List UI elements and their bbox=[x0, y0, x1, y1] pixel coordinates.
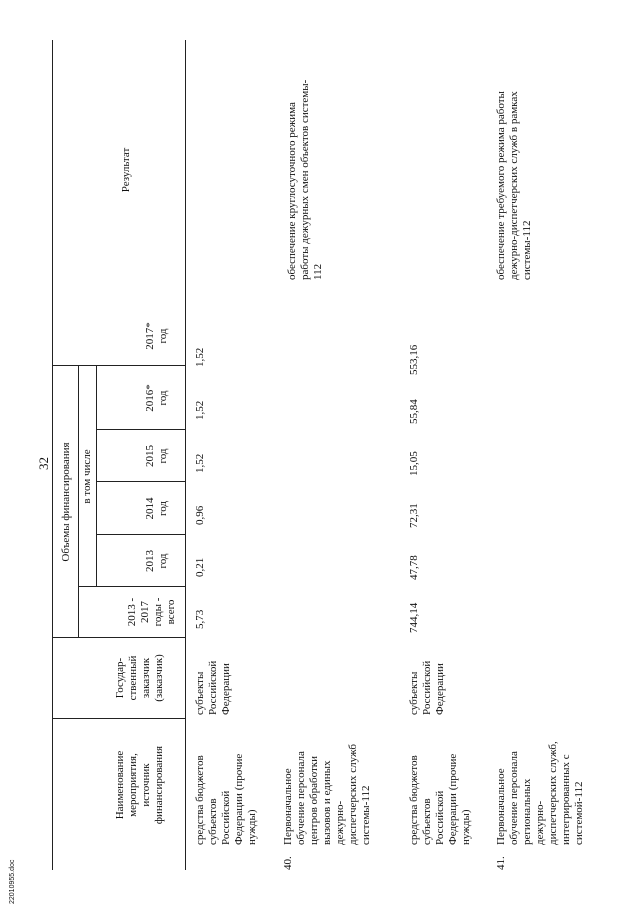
col-divider-1 bbox=[52, 718, 185, 719]
header-volumes-title: Объемы финансирования bbox=[60, 442, 72, 562]
row1-customer: субъекты Российской Федерации bbox=[194, 660, 232, 715]
header-year-2013: 2013 год bbox=[144, 550, 169, 572]
row1-2017: 1,52 bbox=[194, 347, 206, 367]
header-col-customer: Государ- ственный заказчик (заказчик) bbox=[114, 654, 165, 702]
col-divider-6 bbox=[96, 429, 185, 430]
header-total: 2013 - 2017 годы - всего bbox=[126, 597, 177, 627]
row1-2014: 0,96 bbox=[194, 505, 206, 525]
header-year-2016: 2016* год bbox=[144, 384, 169, 412]
row3-2016: 55,84 bbox=[408, 399, 420, 424]
row1-2013: 0,21 bbox=[194, 557, 206, 577]
col-divider-4 bbox=[96, 534, 185, 535]
row1-total: 5,73 bbox=[194, 609, 206, 629]
table-top-rule bbox=[52, 40, 53, 870]
row2-number: 40. bbox=[282, 856, 294, 870]
row2-name: Первоначальное обучение персонала центров обработки вызовов и единых дежурно- диспетчерских служб системы-112 bbox=[282, 744, 372, 845]
volumes-title-rule bbox=[78, 366, 79, 638]
row2-result: обеспечение круглосуточного режима работы дежурных смен объектов системы- 112 bbox=[286, 79, 324, 280]
row3-total: 744,14 bbox=[408, 602, 420, 633]
header-col-name: Наименование мероприятия, источник финансирования bbox=[114, 745, 165, 825]
row3-2014: 72,31 bbox=[408, 503, 420, 528]
row3-2013: 47,78 bbox=[408, 555, 420, 580]
header-col-result: Результат bbox=[120, 147, 132, 193]
row1-2016: 1,52 bbox=[194, 400, 206, 420]
header-year-2017: 2017* год bbox=[144, 322, 169, 350]
in-that-number-rule bbox=[96, 366, 97, 587]
header-in-that-number: в том числе bbox=[81, 449, 93, 504]
row3-2017: 553,16 bbox=[408, 344, 420, 375]
row1-2015: 1,52 bbox=[194, 453, 206, 473]
row3-customer: субъекты Российской Федерации bbox=[408, 660, 446, 715]
row4-result: обеспечение требуемого режима работы дежурно-диспетчерских служб в рамках системы-112 bbox=[495, 91, 533, 280]
row3-2015: 15,05 bbox=[408, 451, 420, 476]
col-divider-5 bbox=[96, 481, 185, 482]
table-header-bottom-rule bbox=[185, 40, 186, 870]
header-year-2015: 2015 год bbox=[144, 445, 169, 467]
header-year-2014: 2014 год bbox=[144, 497, 169, 520]
row4-name: Первоначальное обучение персонала региональных дежурно- диспетчерских служб, интегрированных с системой-112 bbox=[495, 741, 585, 845]
row1-name: средства бюджетов субъектов Российской Федерации (прочие нужды) bbox=[194, 753, 258, 845]
row3-name: средства бюджетов субъектов Российской Федерации (прочие нужды) bbox=[408, 753, 472, 845]
page-number: 32 bbox=[36, 457, 51, 470]
row4-number: 41. bbox=[495, 856, 507, 870]
document-filename: 22010955.doc bbox=[9, 859, 16, 904]
document-page bbox=[36, 40, 600, 870]
